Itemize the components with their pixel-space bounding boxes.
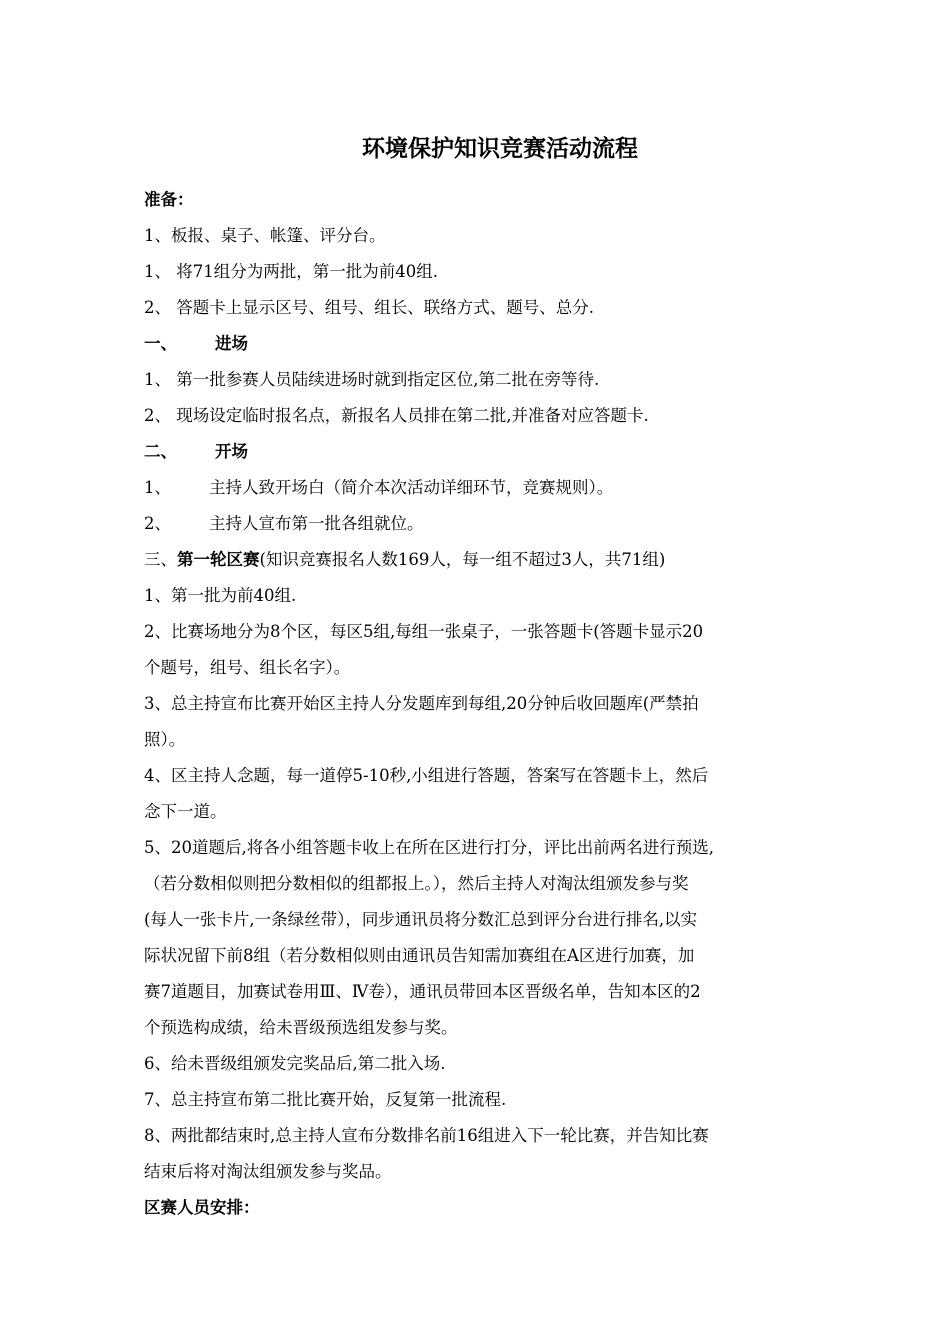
round1-line: (每人一张卡片,一条绿丝带），同步通讯员将分数汇总到评分台进行排名,以实 [144, 910, 698, 929]
staff-heading: 区赛人员安排： [144, 1198, 260, 1217]
round1-line: 际状况留下前8组（若分数相似则由通讯员告知需加赛组在A区进行加赛，加 [144, 946, 695, 965]
round1-line: 1、第一批为前40组. [144, 586, 297, 605]
round1-line: （若分数相似则把分数相似的组都报上。），然后主持人对淘汰组颁发参与奖 [144, 874, 689, 893]
entry-item: 1、 第一批参赛人员陆续进场时就到指定区位,第二批在旁等待. [144, 370, 600, 389]
round1-line: 照）。 [144, 730, 186, 749]
section-number: 一、 [144, 334, 177, 353]
section-number: 二、 [144, 442, 177, 461]
section-heading-entry [144, 326, 812, 362]
prep-heading: 准备： [144, 190, 194, 209]
item-number: 2、 [144, 514, 171, 533]
round1-line: 2、比赛场地分为8个区，每区5组,每组一张桌子，一张答题卡(答题卡显示20 [144, 622, 704, 641]
section-note: (知识竞赛报名人数169人，每一组不超过3人，共71组) [259, 550, 666, 569]
entry-item: 2、 现场设定临时报名点，新报名人员排在第二批,并准备对应答题卡. [144, 406, 649, 425]
round1-line: 结束后将对淘汰组颁发参与奖品。 [144, 1162, 392, 1181]
prep-item: 1、板报、桌子、帐篷、评分台。 [144, 226, 386, 245]
item-number: 1、 [144, 478, 171, 497]
section-label: 第一轮区赛 [177, 550, 260, 569]
round1-line: 个预选构成绩，给未晋级预选组发参与奖。 [144, 1018, 458, 1037]
opening-item [144, 506, 812, 542]
item-text: 主持人宣布第一批各组就位。 [209, 514, 424, 533]
round1-line: 个题号，组号、组长名字）。 [144, 658, 351, 677]
item-text: 主持人致开场白（简介本次活动详细环节，竞赛规则）。 [209, 478, 614, 497]
prep-item: 2、 答题卡上显示区号、组号、组长、联络方式、题号、总分. [144, 298, 594, 317]
page-title: 环境保护知识竞赛活动流程 [362, 136, 638, 162]
round1-line: 5、20道题后,将各小组答题卡收上在所在区进行打分，评比出前两名进行预选, [144, 838, 714, 857]
section-heading-round1 [144, 542, 812, 578]
section-heading-opening [144, 434, 812, 470]
section-number: 三、 [144, 550, 177, 569]
section-label: 进场 [215, 334, 248, 353]
section-label: 开场 [215, 442, 248, 461]
round1-line: 念下一道。 [144, 802, 227, 821]
round1-line: 赛7道题目，加赛试卷用Ⅲ、Ⅳ卷），通讯员带回本区晋级名单，告知本区的2 [144, 982, 701, 1001]
opening-item [144, 470, 812, 506]
prep-item: 1、 将71组分为两批，第一批为前40组. [144, 262, 438, 281]
document-body [144, 182, 812, 1226]
round1-line: 4、区主持人念题，每一道停5-10秒,小组进行答题，答案写在答题卡上，然后 [144, 766, 709, 785]
round1-line: 3、总主持宣布比赛开始区主持人分发题库到每组,20分钟后收回题库(严禁拍 [144, 694, 699, 713]
round1-line: 6、给未晋级组颁发完奖品后,第二批入场. [144, 1054, 446, 1073]
round1-line: 7、总主持宣布第二批比赛开始，反复第一批流程. [144, 1090, 507, 1109]
round1-line: 8、两批都结束时,总主持人宣布分数排名前16组进入下一轮比赛，并告知比赛 [144, 1126, 709, 1145]
